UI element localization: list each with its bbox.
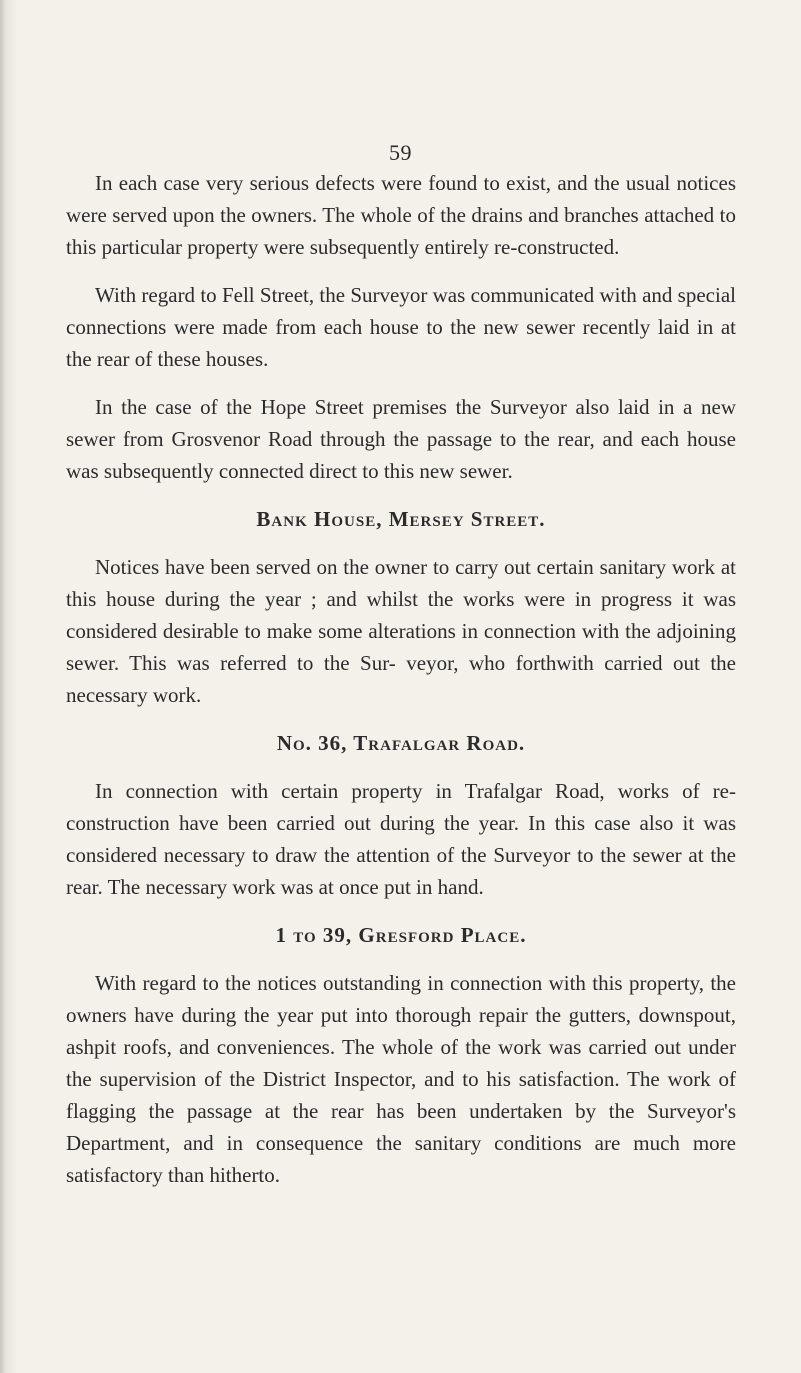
paragraph-bank-house: Notices have been served on the owner to carry out certain sanitary work at this house during the year ; and whilst the works were in progress it was considered desirable to make some alterations in connection with the adjoining sewer. This was referred to the Sur- veyor, who forthwith carried out the necessary work. bbox=[66, 555, 736, 707]
document-body bbox=[66, 167, 736, 1191]
paragraph-gresford-place: With regard to the notices outstanding in connection with this property, the owners have during the year put into thorough repair the gutters, downspout, ashpit roofs, and conveniences. The whole of the work was carried out under the supervision of the District Inspector, and to his satisfaction. The work of flagging the passage at the rear has been undertaken by the Surveyor's Department, and in consequence the sanitary conditions are much more satisfactory than hitherto. bbox=[66, 971, 736, 1187]
paragraph-fell-street: With regard to Fell Street, the Surveyor was communicated with and special connections were made from each house to the new sewer recently laid in at the rear of these houses. bbox=[66, 283, 736, 371]
paragraph-defects: In each case very serious defects were found to exist, and the usual notices were served upon the owners. The whole of the drains and branches attached to this particular property were subsequently entirely re-constructed. bbox=[66, 171, 736, 259]
section-heading-trafalgar-road: No. 36, Trafalgar Road. bbox=[276, 731, 526, 755]
section-heading-bank-house: Bank House, Mersey Street. bbox=[256, 507, 546, 531]
paragraph-trafalgar-road: In connection with certain property in Trafalgar Road, works of re-construction have been carried out during the year. In this case also it was considered necessary to draw the attention of the Surveyor to the sewer at the rear. The necessary work was at once put in hand. bbox=[66, 779, 736, 899]
paragraph-hope-street: In the case of the Hope Street premises the Surveyor also laid in a new sewer from Grosvenor Road through the passage to the rear, and each house was subsequently connected direct to this new sewer. bbox=[66, 395, 736, 483]
section-heading-gresford-place: 1 to 39, Gresford Place. bbox=[275, 923, 527, 947]
page-number: 59 bbox=[389, 140, 412, 165]
